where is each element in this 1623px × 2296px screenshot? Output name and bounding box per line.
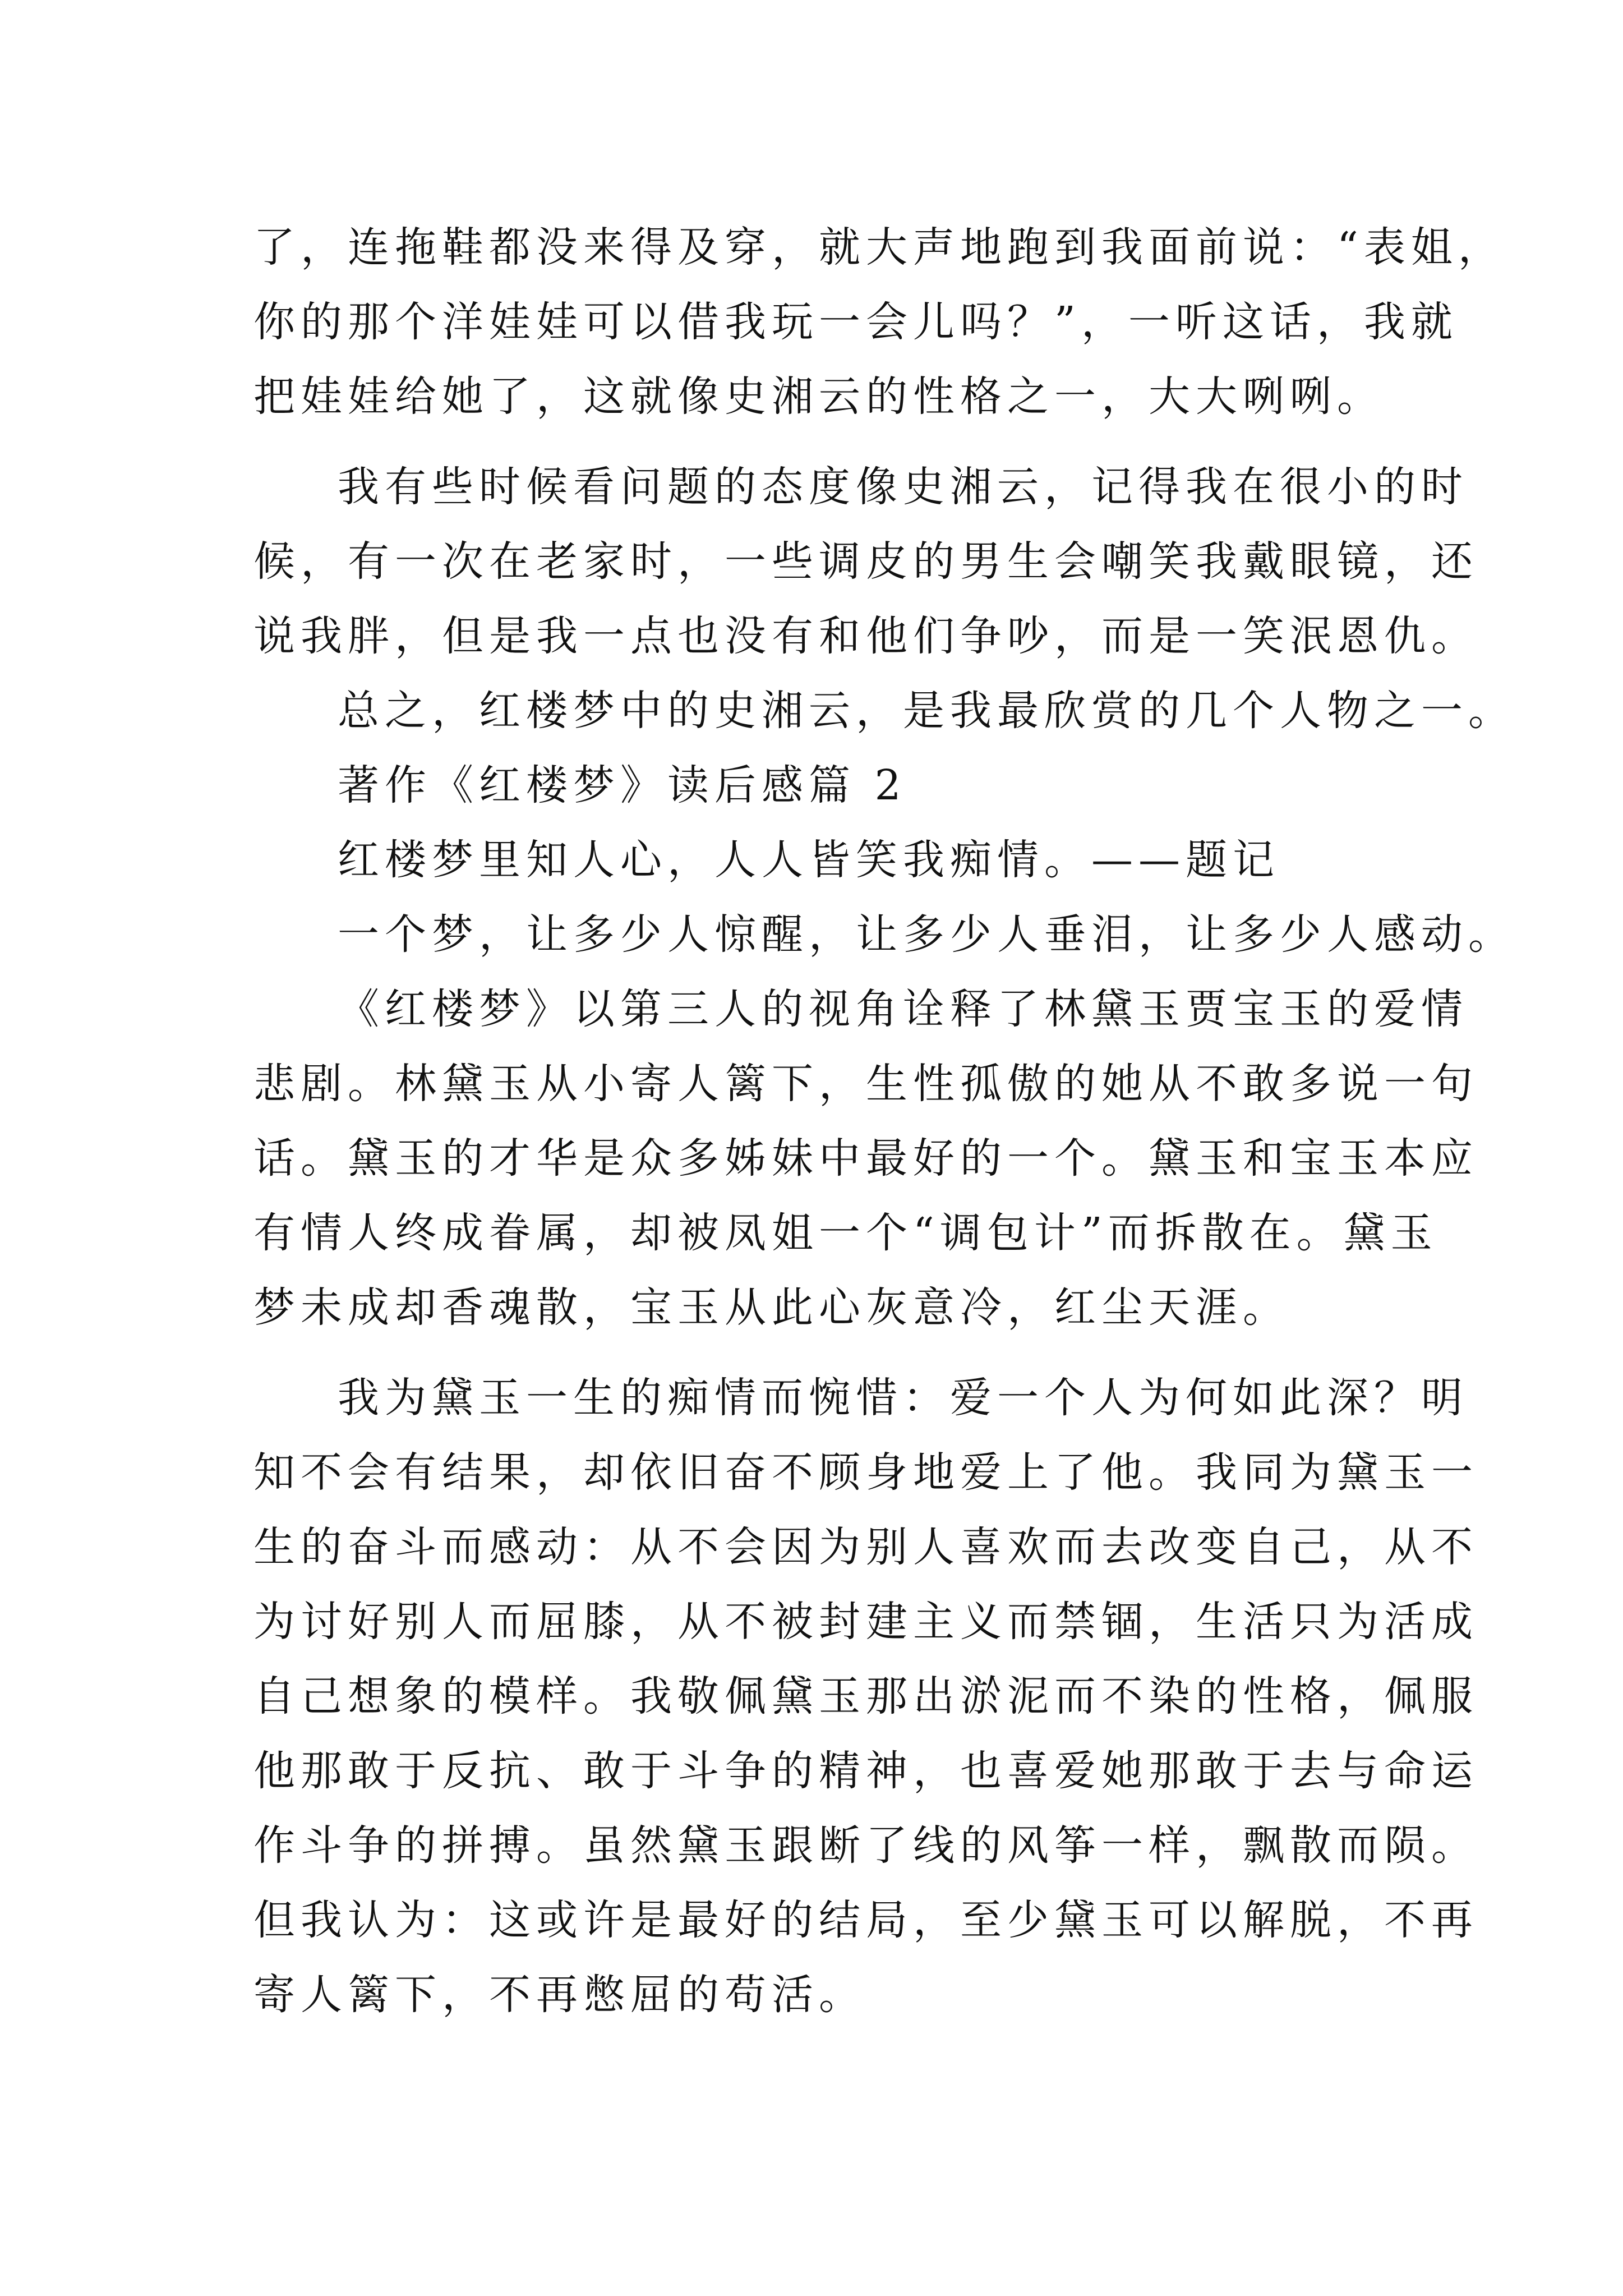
text-line: 话。黛玉的才华是众多姊妹中最好的一个。黛玉和宝玉本应 [253, 1134, 1478, 1182]
document-body [253, 210, 1515, 2032]
epigraph-line: 红楼梦里知人心，人人皆笑我痴情。——题记 [338, 836, 1280, 884]
paragraph-start-line: 我有些时候看问题的态度像史湘云，记得我在很小的时 [338, 463, 1468, 511]
text-line: 把娃娃给她了，这就像史湘云的性格之一，大大咧咧。 [253, 372, 1384, 421]
text-line: 但我认为：这或许是最好的结局，至少黛玉可以解脱，不再 [253, 1896, 1478, 1944]
text-line: 你的那个洋娃娃可以借我玩一会儿吗？”，一听这话，我就 [253, 298, 1458, 346]
text-line: 生的奋斗而感动：从不会因为别人喜欢而去改变自己，从不 [253, 1523, 1478, 1571]
text-line: 了，连拖鞋都没来得及穿，就大声地跑到我面前说：“表姐， [253, 223, 1505, 272]
text-line: 知不会有结果，却依旧奋不顾身地爱上了他。我同为黛玉一 [253, 1448, 1478, 1497]
paragraph-start-line: 总之，红楼梦中的史湘云，是我最欣赏的几个人物之一。 [338, 687, 1515, 735]
text-line: 寄人篱下，不再憋屈的苟活。 [253, 1971, 866, 2019]
text-line: 作斗争的拼搏。虽然黛玉跟断了线的风筝一样，飘散而陨。 [253, 1821, 1478, 1870]
text-line: 梦未成却香魂散，宝玉从此心灰意冷，红尘天涯。 [253, 1283, 1290, 1332]
paragraph-start-line: 我为黛玉一生的痴情而惋惜：爱一个人为何如此深？明 [338, 1374, 1468, 1422]
text-line: 悲剧。林黛玉从小寄人篱下，生性孤傲的她从不敢多说一句 [253, 1060, 1478, 1108]
paragraph-start-line: 《红楼梦》以第三人的视角诠释了林黛玉贾宝玉的爱情 [338, 985, 1468, 1033]
paragraph-start-line: 一个梦，让多少人惊醒，让多少人垂泪，让多少人感动。 [338, 910, 1515, 959]
text-line: 为讨好别人而屈膝，从不被封建主义而禁锢，生活只为活成 [253, 1598, 1478, 1646]
text-line: 他那敢于反抗、敢于斗争的精神，也喜爱她那敢于去与命运 [253, 1747, 1478, 1795]
text-line: 自己想象的模样。我敬佩黛玉那出淤泥而不染的性格，佩服 [253, 1672, 1478, 1720]
section-heading: 著作《红楼梦》读后感篇 2 [338, 761, 907, 809]
text-line: 说我胖，但是我一点也没有和他们争吵，而是一笑泯恩仇。 [253, 612, 1478, 660]
text-line: 有情人终成眷属，却被凤姐一个“调包计”而拆散在。黛玉 [253, 1209, 1438, 1257]
text-line: 候，有一次在老家时，一些调皮的男生会嘲笑我戴眼镜，还 [253, 537, 1478, 586]
